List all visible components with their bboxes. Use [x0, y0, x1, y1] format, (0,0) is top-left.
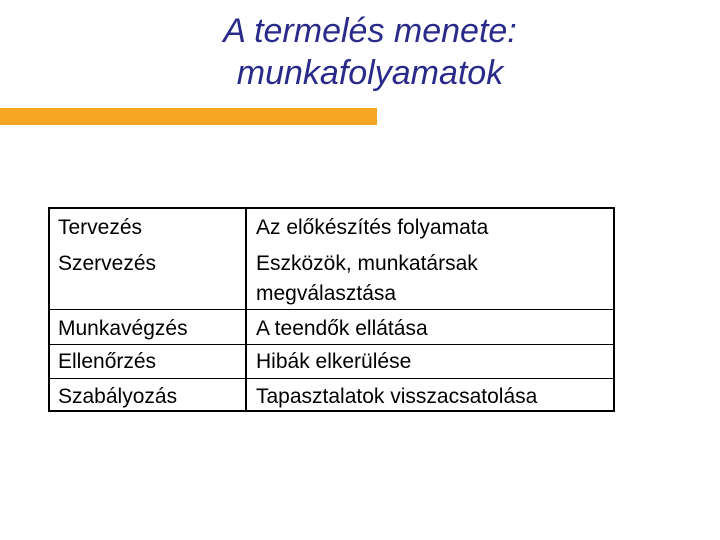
accent-bar: [0, 108, 377, 125]
table-cell-description-continued: megválasztása: [256, 282, 397, 305]
table-cell-description: Hibák elkerülése: [256, 350, 412, 373]
table-cell-term: Munkavégzés: [58, 317, 188, 340]
table-row-divider: [50, 378, 613, 379]
slide-title-line-1: A termelés menete:: [223, 12, 517, 50]
workflow-table: [48, 207, 615, 412]
slide-title: [0, 10, 720, 94]
table-cell-description: Az előkészítés folyamata: [256, 216, 489, 239]
slide-title-line-2: munkafolyamatok: [236, 54, 504, 92]
table-cell-description: A teendők ellátása: [256, 317, 428, 340]
table-cell-description: Eszközök, munkatársak: [256, 252, 478, 275]
table-cell-term: Ellenőrzés: [58, 350, 157, 373]
table-cell-term: Szervezés: [58, 252, 157, 275]
table-row-divider: [50, 344, 613, 345]
table-cell-description: Tapasztalatok visszacsatolása: [256, 385, 538, 408]
table-cell-term: Tervezés: [58, 216, 143, 239]
table-row-divider: [50, 309, 613, 310]
table-cell-term: Szabályozás: [58, 385, 178, 408]
